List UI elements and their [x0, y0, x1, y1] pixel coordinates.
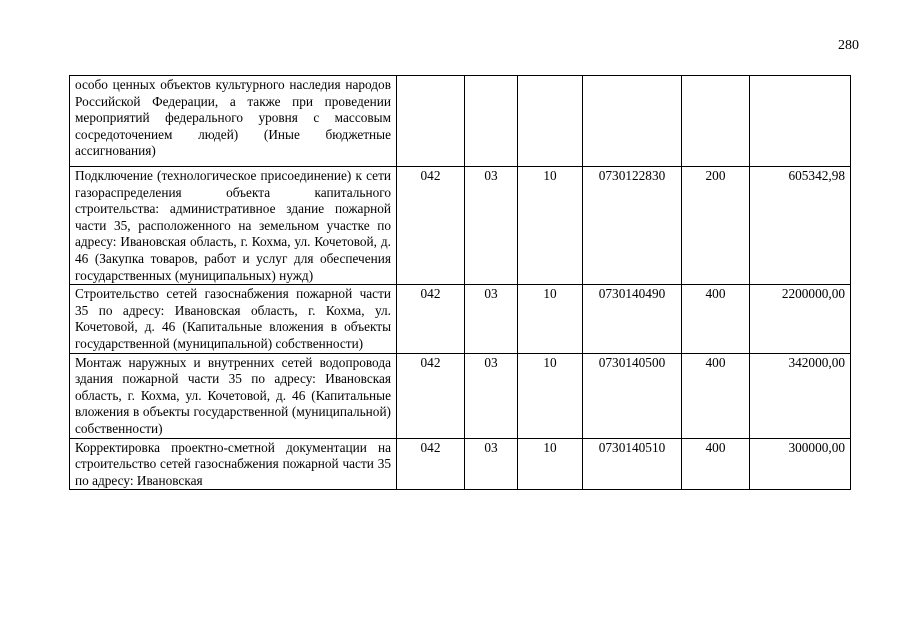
subsection-cell: 10 — [518, 285, 583, 353]
target-item-cell: 0730140500 — [583, 353, 682, 438]
table-row — [70, 438, 851, 490]
subsection-cell: 10 — [518, 353, 583, 438]
row-description: особо ценных объектов культурного наследия народов Российской Федерации, а также при проведении мероприятий федерального уровня с массовым сосредоточением людей) (Иные бюджетные ассигнования) — [70, 76, 397, 167]
table-row — [70, 167, 851, 285]
table-row — [70, 285, 851, 353]
row-description: Строительство сетей газоснабжения пожарной части 35 по адресу: Ивановская область, г. Кохма, ул. Кочетовой, д. 46 (Капитальные вложения в объекты государственной (муниципальной) собственности) — [70, 285, 397, 353]
budget-table — [69, 75, 851, 490]
amount-cell: 2200000,00 — [750, 285, 851, 353]
admin-code-cell: 042 — [397, 438, 465, 490]
expense-type-cell: 400 — [682, 353, 750, 438]
subsection-cell: 10 — [518, 167, 583, 285]
amount-cell: 342000,00 — [750, 353, 851, 438]
row-description: Корректировка проектно-сметной документации на строительство сетей газоснабжения пожарной части 35 по адресу: Ивановская — [70, 438, 397, 490]
admin-code-cell: 042 — [397, 353, 465, 438]
admin-code-cell: 042 — [397, 167, 465, 285]
expense-type-cell — [682, 76, 750, 167]
section-cell: 03 — [465, 353, 518, 438]
table-row — [70, 76, 851, 167]
subsection-cell — [518, 76, 583, 167]
section-cell: 03 — [465, 285, 518, 353]
amount-cell: 300000,00 — [750, 438, 851, 490]
section-cell: 03 — [465, 438, 518, 490]
target-item-cell — [583, 76, 682, 167]
row-description: Монтаж наружных и внутренних сетей водопровода здания пожарной части 35 по адресу: Ивановская область, г. Кохма, ул. Кочетовой, д. 46 (Капитальные вложения в объекты государственной (муниципальной) собственности) — [70, 353, 397, 438]
expense-type-cell: 400 — [682, 438, 750, 490]
target-item-cell: 0730140490 — [583, 285, 682, 353]
admin-code-cell — [397, 76, 465, 167]
expense-type-cell: 400 — [682, 285, 750, 353]
subsection-cell: 10 — [518, 438, 583, 490]
table-row — [70, 353, 851, 438]
target-item-cell: 0730122830 — [583, 167, 682, 285]
section-cell — [465, 76, 518, 167]
row-description: Подключение (технологическое присоединение) к сети газораспределения объекта капитального строительства: административное здание пожарной части 35, расположенного на земельном участке по адресу: Ивановская область, г. Кохма, ул. Кочетовой, д. 46 (Закупка товаров, работ и услуг для обеспечения государственных (муниципальных) нужд) — [70, 167, 397, 285]
admin-code-cell: 042 — [397, 285, 465, 353]
target-item-cell: 0730140510 — [583, 438, 682, 490]
amount-cell — [750, 76, 851, 167]
section-cell: 03 — [465, 167, 518, 285]
page-number: 280 — [838, 38, 859, 53]
amount-cell: 605342,98 — [750, 167, 851, 285]
expense-type-cell: 200 — [682, 167, 750, 285]
